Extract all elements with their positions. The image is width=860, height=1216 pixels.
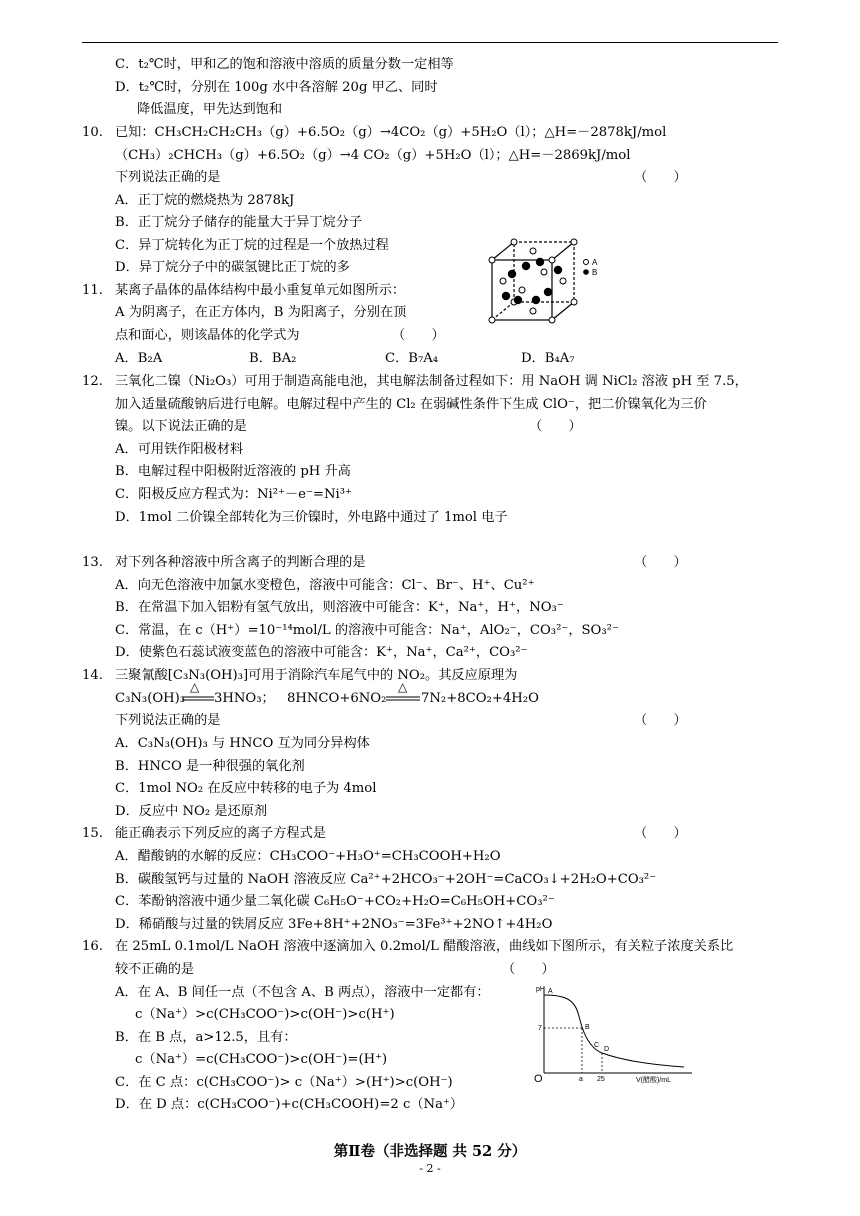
q15-option-d: D．稀硝酸与过量的铁屑反应 3Fe+8H⁺+2NO₃⁻=3Fe³⁺+2NO↑+4H₂O: [115, 917, 553, 932]
q11-option-b: B．BA₂: [249, 351, 297, 366]
q14-stem: 下列说法正确的是: [115, 713, 221, 728]
q12-line3: 镍。以下说法正确的是: [115, 419, 247, 434]
q16-option-b-line2: c（Na⁺）=c(CH₃COO⁻)>c(OH⁻)=(H⁺): [135, 1052, 388, 1067]
graph-y-axis-label: pH: [536, 986, 545, 993]
q15-answer-bracket: （ ）: [634, 826, 687, 841]
graph-x-mark-a: a: [579, 1076, 583, 1083]
section-title: 第Ⅱ卷（非选择题 共 52 分）: [333, 1143, 527, 1160]
q11-line2: A 为阴离子，在正方体内，B 为阳离子，分别在顶: [115, 305, 407, 320]
q13-option-b: B．在常温下加入铝粉有氢气放出，则溶液中可能含：K⁺，Na⁺，H⁺，NO₃⁻: [115, 600, 564, 615]
q15-option-b: B．碳酸氢钙与过量的 NaOH 溶液反应 Ca²⁺+2HCO₃⁻+2OH⁻=CaCO₃↓+2H₂O+CO₃²⁻: [115, 872, 657, 887]
q16-answer-bracket: （ ）: [502, 962, 555, 977]
q12-option-d: D．1mol 二价镍全部转化为三价镍时，外电路中通过了 1mol 电子: [115, 510, 508, 525]
q10-option-b: B．正丁烷分子储存的能量大于异丁烷分子: [115, 215, 363, 230]
graph-point-c: C: [594, 1042, 600, 1049]
q11-option-d: D．B₄A₇: [521, 351, 575, 366]
q15-option-a: A．醋酸钠的水解的反应：CH₃COO⁻+H₃O⁺=CH₃COOH+H₂O: [115, 849, 501, 864]
q14-eq2-delta: △: [398, 680, 408, 694]
header-rule: [82, 42, 778, 43]
q15-option-c: C．苯酚钠溶液中通少量二氧化碳 C₆H₅O⁻+CO₂+H₂O=C₆H₅OH+CO₃²⁻: [115, 894, 555, 909]
q16-line1: 在 25mL 0.1mol/L NaOH 溶液中逐滴加入 0.2mol/L 醋酸溶液，曲线如下图所示，有关粒子浓度关系比: [115, 939, 734, 954]
graph-x-axis-label: V(醋酸)/mL: [636, 1077, 671, 1084]
q10-option-a: A．正丁烷的燃烧热为 2878kJ: [115, 193, 295, 208]
q10-option-d: D．异丁烷分子中的碳氢键比正丁烷的多: [115, 260, 350, 275]
q13-stem: 对下列各种溶液中所含离子的判断合理的是: [115, 555, 366, 570]
q11-answer-bracket: （ ）: [392, 328, 445, 343]
q14-eq1-double-line: [182, 695, 214, 703]
q16-option-a-line2: c（Na⁺）>c(CH₃COO⁻)>c(OH⁻)>c(H⁺): [135, 1007, 395, 1022]
q16-option-c: C．在 C 点：c(CH₃COO⁻)> c（Na⁺）>(H⁺)>c(OH⁻): [115, 1075, 453, 1090]
q10-number: 10.: [82, 125, 103, 140]
q16-option-b-line1: B．在 B 点，a>12.5，且有：: [115, 1030, 297, 1045]
q9-option-d-line2: 降低温度，甲先达到饱和: [137, 102, 283, 117]
crystal-unit-cell-figure: [482, 236, 614, 328]
page-number: - 2 -: [419, 1162, 441, 1175]
q14-eq1-left: C₃N₃(OH)₃: [115, 691, 186, 706]
q12-option-c: C．阳极反应方程式为：Ni²⁺－e⁻=Ni³⁺: [115, 487, 352, 502]
q10-option-c: C．异丁烷转化为正丁烷的过程是一个放热过程: [115, 238, 389, 253]
q12-line2: 加入适量硫酸钠后进行电解。电解过程中产生的 Cl₂ 在弱碱性条件下生成 ClO⁻，把二价镍氧化为三价: [115, 397, 707, 412]
q13-number: 13.: [82, 555, 103, 570]
graph-x-mark-25: 25: [597, 1076, 605, 1083]
q12-line1: 三氧化二镍（Ni₂O₃）可用于制造高能电池，其电解法制备过程如下：用 NaOH 调 NiCl₂ 溶液 pH 至 7.5，: [115, 374, 748, 389]
legend-label-a: A: [592, 258, 598, 267]
q10-line1: 已知：CH₃CH₂CH₂CH₃（g）+6.5O₂（g）→4CO₂（g）+5H₂O（l）；△H=－2878kJ/mol: [115, 125, 667, 140]
q11-line3: 点和面心，则该晶体的化学式为: [115, 328, 300, 343]
q15-stem: 能正确表示下列反应的离子方程式是: [115, 826, 326, 841]
q16-line2: 较不正确的是: [115, 962, 195, 977]
q10-answer-bracket: （ ）: [634, 170, 687, 185]
q13-option-c: C．常温，在 c（H⁺）=10⁻¹⁴mol/L 的溶液中可能含：Na⁺，AlO₂⁻，CO₃²⁻，SO₃²⁻: [115, 623, 619, 638]
q11-option-a: A．B₂A: [115, 351, 163, 366]
q9-option-c: C．t₂℃时，甲和乙的饱和溶液中溶质的质量分数一定相等: [115, 57, 454, 72]
q14-eq2-right: 7N₂+8CO₂+4H₂O: [421, 691, 539, 706]
q12-number: 12.: [82, 374, 103, 389]
q14-option-a: A．C₃N₃(OH)₃ 与 HNCO 互为同分异构体: [115, 736, 370, 751]
q13-answer-bracket: （ ）: [634, 555, 687, 570]
graph-origin: O: [534, 1073, 543, 1085]
q16-option-d: D．在 D 点：c(CH₃COO⁻)+c(CH₃COOH)=2 c（Na⁺）: [115, 1097, 464, 1112]
q14-number: 14.: [82, 668, 103, 683]
q15-number: 15.: [82, 826, 103, 841]
q12-option-a: A．可用铁作阳极材料: [115, 442, 244, 457]
q14-eq2-double-line: [386, 695, 420, 703]
titration-curve-figure: [534, 983, 700, 1087]
q10-stem: 下列说法正确的是: [115, 170, 221, 185]
q16-number: 16.: [82, 939, 103, 954]
q9-option-d-line1: D．t₂℃时，分别在 100g 水中各溶解 20g 甲乙、同时: [115, 80, 438, 95]
q14-eq2-left: 8HNCO+6NO₂: [287, 691, 387, 706]
graph-y-mark: 7: [538, 1025, 542, 1032]
graph-point-a: A: [548, 988, 553, 995]
graph-point-d: D: [604, 1046, 610, 1053]
q10-line2: （CH₃）₂CHCH₃（g）+6.5O₂（g）→4 CO₂（g）+5H₂O（l）；△H=－2869kJ/mol: [115, 148, 631, 163]
q14-eq1-delta: △: [190, 680, 200, 694]
q14-option-b: B．HNCO 是一种很强的氧化剂: [115, 759, 305, 774]
q11-option-c: C．B₇A₄: [385, 351, 439, 366]
q11-number: 11.: [82, 283, 103, 298]
q14-option-d: D．反应中 NO₂ 是还原剂: [115, 804, 268, 819]
q16-option-a-line1: A．在 A、B 间任一点（不包含 A、B 两点），溶液中一定都有：: [115, 985, 490, 1000]
graph-point-b: B: [585, 1024, 590, 1031]
q13-option-d: D．使紫色石蕊试液变蓝色的溶液中可能含：K⁺，Na⁺，Ca²⁺，CO₃²⁻: [115, 645, 528, 660]
q14-line1: 三聚氰酸[C₃N₃(OH)₃]可用于消除汽车尾气中的 NO₂。其反应原理为: [115, 668, 518, 683]
q12-option-b: B．电解过程中阳极附近溶液的 pH 升高: [115, 464, 351, 479]
q14-eq1-right: 3HNO₃；: [214, 691, 275, 706]
q14-option-c: C．1mol NO₂ 在反应中转移的电子为 4mol: [115, 781, 377, 796]
legend-label-b: B: [592, 268, 598, 277]
q11-line1: 某离子晶体的晶体结构中最小重复单元如图所示：: [115, 283, 406, 298]
q13-option-a: A．向无色溶液中加氯水变橙色，溶液中可能含：Cl⁻、Br⁻、H⁺、Cu²⁺: [115, 578, 535, 593]
q14-answer-bracket: （ ）: [634, 713, 687, 728]
q12-answer-bracket: （ ）: [529, 419, 582, 434]
